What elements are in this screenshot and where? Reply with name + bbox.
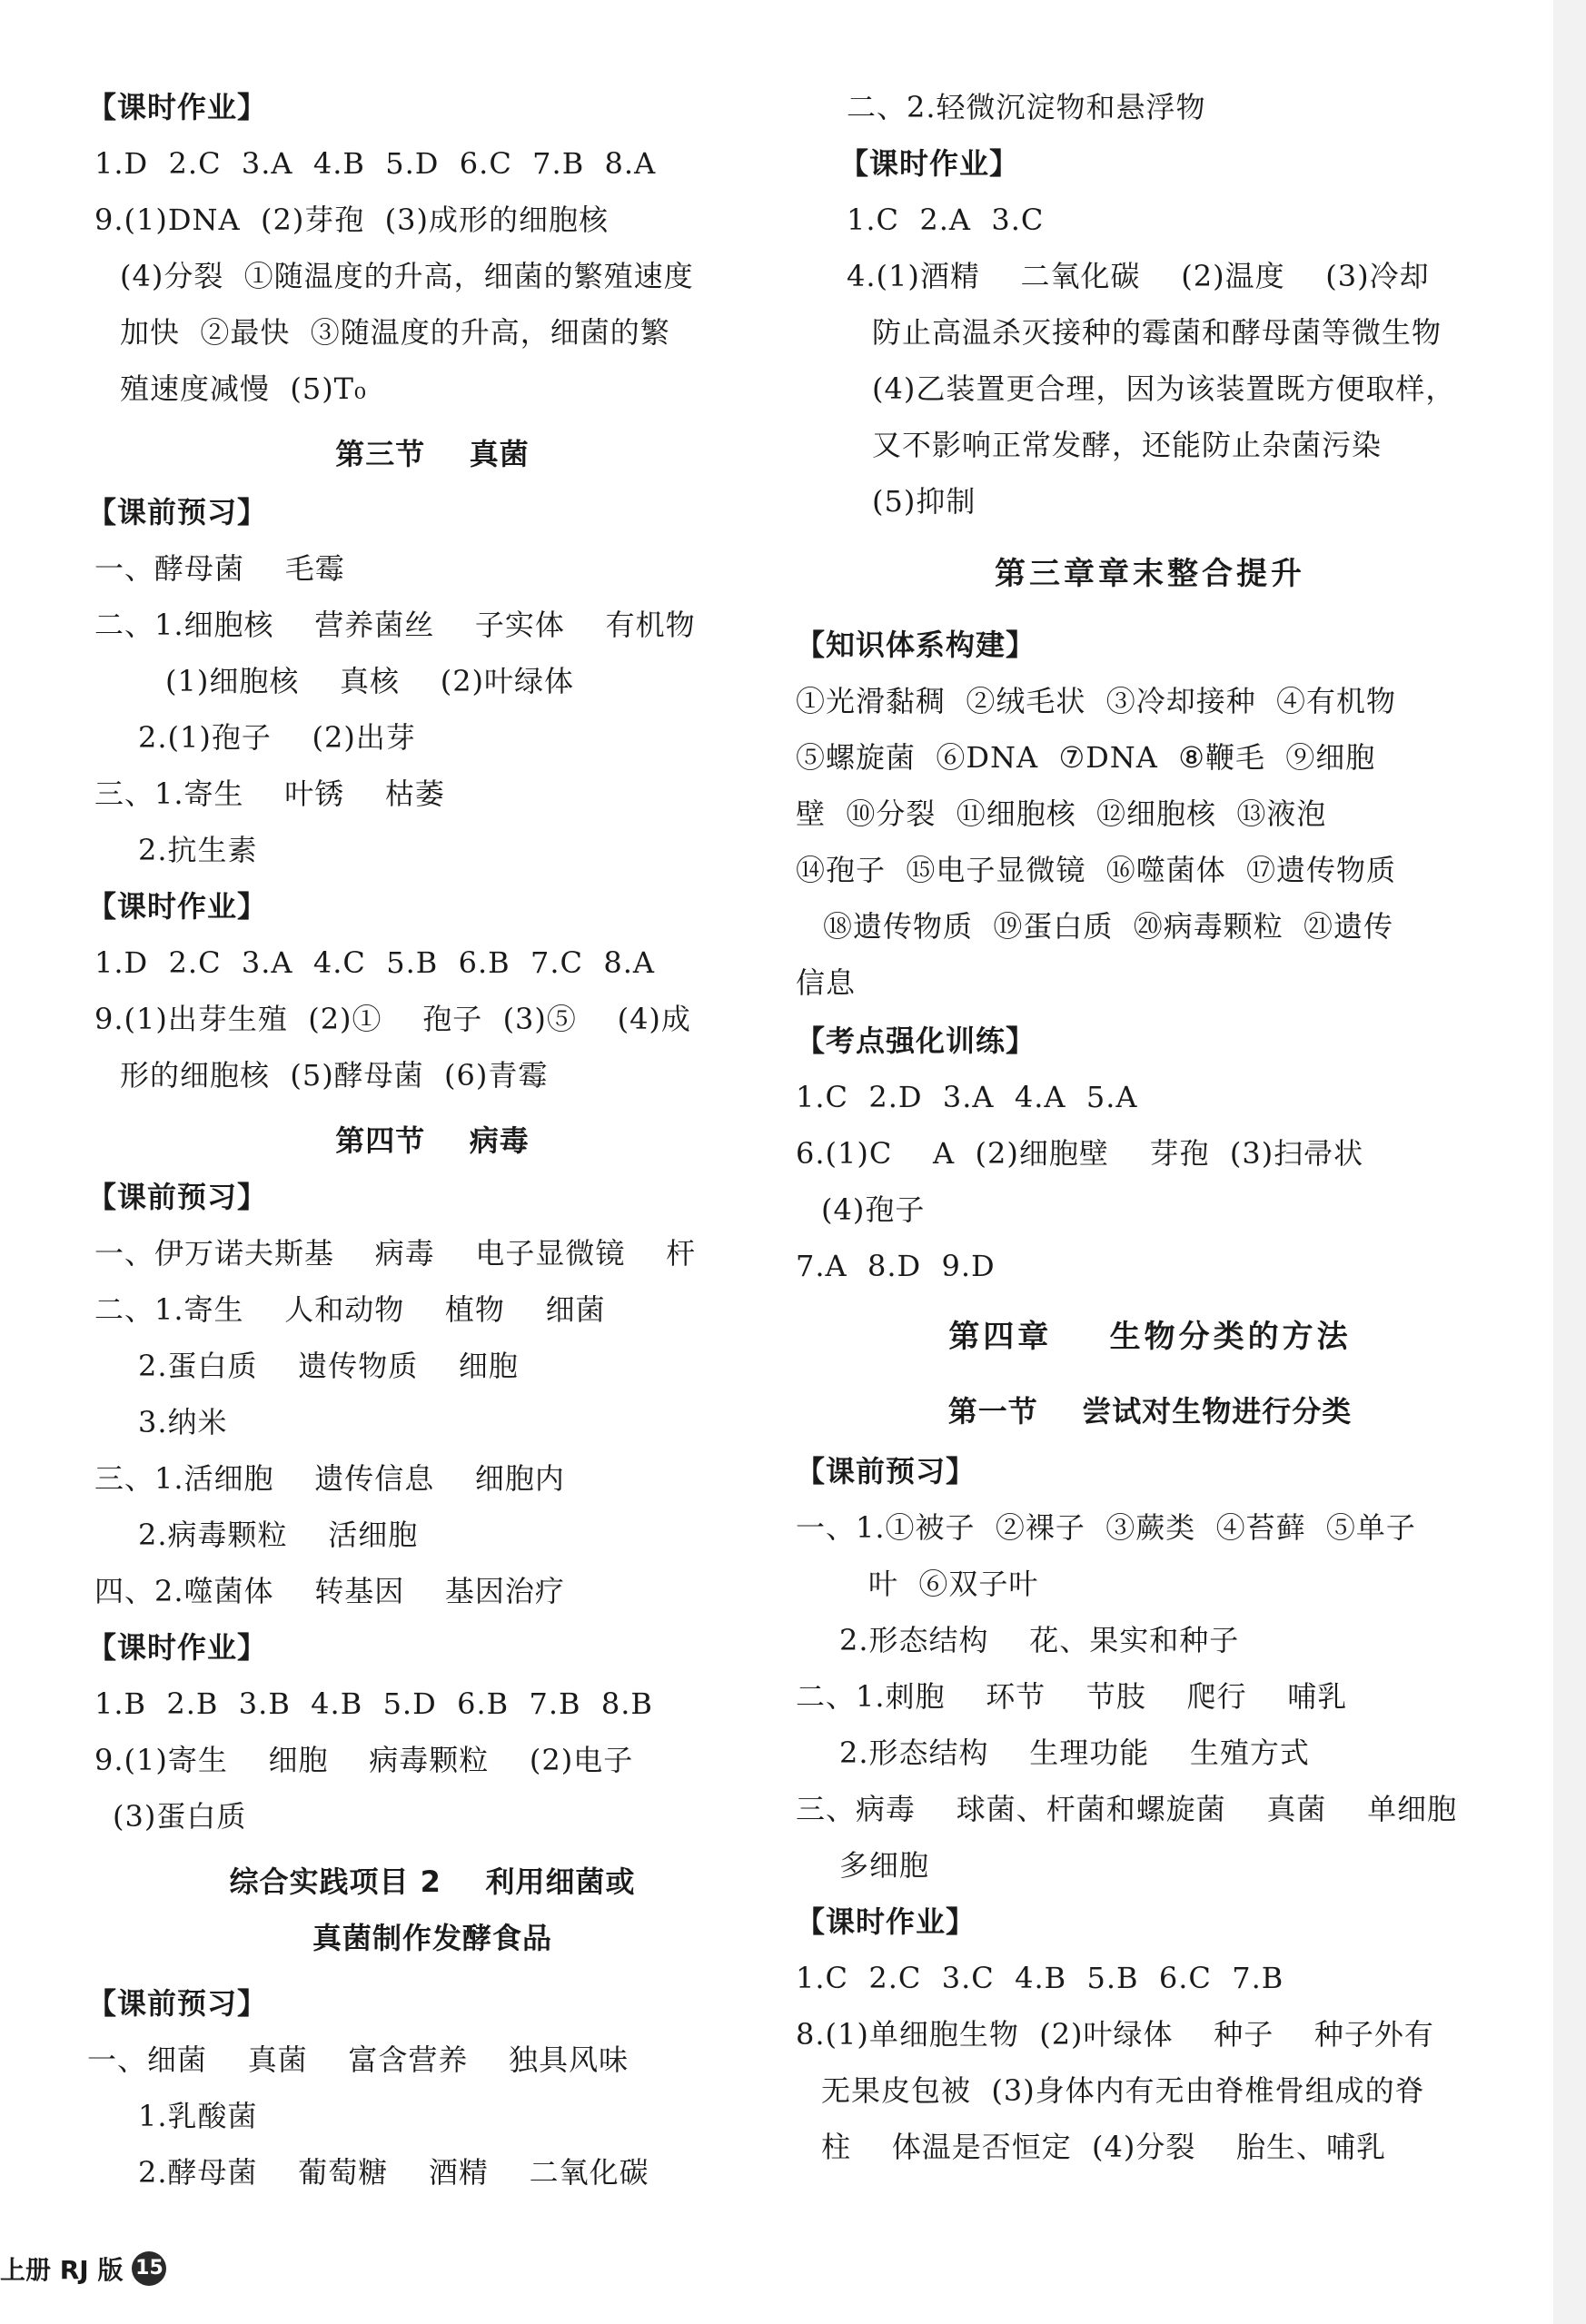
section-heading: 【课时作业】: [87, 1630, 268, 1665]
answer-line: 9.(1)寄生 细胞 病毒颗粒 (2)电子: [94, 1743, 634, 1777]
answer-line: 1.B 2.B 3.B 4.B 5.D 6.B 7.B 8.B: [94, 1686, 653, 1721]
section-heading: 【课前预习】: [796, 1454, 976, 1488]
answer-line: 三、1.活细胞 遗传信息 细胞内: [94, 1461, 565, 1496]
answer-line: 4.(1)酒精 二氧化碳 (2)温度 (3)冷却: [847, 259, 1430, 293]
answer-line: (1)细胞核 真核 (2)叶绿体: [165, 664, 575, 698]
answer-line: 2.蛋白质 遗传物质 细胞: [138, 1349, 519, 1383]
answer-line: 二、1.刺胞 环节 节肢 爬行 哺乳: [796, 1679, 1348, 1714]
answer-line: 无果皮包被 (3)身体内有无由脊椎骨组成的脊: [821, 2073, 1425, 2108]
answer-line: (5)抑制: [872, 484, 976, 519]
answer-line: (3)蛋白质: [113, 1799, 247, 1834]
answer-line: 1.C 2.C 3.C 4.B 5.B 6.C 7.B: [796, 1961, 1284, 1995]
section-title: 第四节 病毒: [335, 1123, 530, 1158]
page-number-badge: 15: [132, 2251, 166, 2286]
answer-line: 1.C 2.D 3.A 4.A 5.A: [796, 1080, 1138, 1114]
answer-line: 加快 ②最快 ③随温度的升高，细菌的繁: [120, 315, 670, 350]
answer-line: 1.C 2.A 3.C: [847, 203, 1045, 237]
section-heading: 【知识体系构建】: [796, 628, 1036, 662]
answer-line: (4)孢子: [821, 1192, 926, 1227]
answer-line: (4)乙装置更合理，因为该装置既方便取样，: [872, 371, 1456, 406]
answer-line: 一、细菌 真菌 富含营养 独具风味: [87, 2042, 629, 2077]
answer-line: 1.D 2.C 3.A 4.C 5.B 6.B 7.C 8.A: [94, 945, 656, 980]
answer-line: ⑭孢子 ⑮电子显微镜 ⑯噬菌体 ⑰遗传物质: [796, 853, 1397, 887]
answer-line: 二、1.寄生 人和动物 植物 细菌: [94, 1292, 606, 1327]
answer-line: 三、1.寄生 叶锈 枯萎: [94, 776, 445, 811]
answer-line: 一、伊万诺夫斯基 病毒 电子显微镜 杆: [94, 1236, 697, 1271]
answer-line: 2.(1)孢子 (2)出芽: [138, 720, 416, 755]
answer-line: ⑱遗传物质 ⑲蛋白质 ⑳病毒颗粒 ㉑遗传: [823, 909, 1394, 944]
answer-line: 又不影响正常发酵，还能防止杂菌污染: [872, 428, 1383, 462]
answer-line: 2.抗生素: [138, 833, 258, 867]
section-title: 真菌制作发酵食品: [312, 1921, 552, 1955]
answer-line: 多细胞: [839, 1848, 930, 1883]
section-title: 综合实践项目 2 利用细菌或: [229, 1864, 636, 1899]
answer-line: 信息: [796, 965, 857, 1000]
answer-line: 2.形态结构 花、果实和种子: [839, 1623, 1240, 1657]
section-heading: 【课时作业】: [87, 90, 268, 124]
answer-line: 2.病毒颗粒 活细胞: [138, 1518, 419, 1552]
section-heading: 【课时作业】: [839, 146, 1020, 181]
answer-line: 二、1.细胞核 营养菌丝 子实体 有机物: [94, 608, 696, 642]
answer-line: ①光滑黏稠 ②绒毛状 ③冷却接种 ④有机物: [796, 684, 1397, 718]
answer-line: 殖速度减慢 (5)T₀: [120, 371, 367, 406]
section-title: 第一节 尝试对生物进行分类: [947, 1394, 1353, 1429]
answer-line: 叶 ⑥双子叶: [868, 1567, 1039, 1601]
chapter-title: 第四章 生物分类的方法: [948, 1319, 1352, 1355]
answer-line: 柱 体温是否恒定 (4)分裂 胎生、哺乳: [821, 2130, 1387, 2164]
section-title: 第三节 真菌: [335, 437, 530, 471]
answer-line: 四、2.噬菌体 转基因 基因治疗: [94, 1574, 565, 1608]
page-edge: [1553, 0, 1586, 2324]
answer-line: 9.(1)出芽生殖 (2)① 孢子 (3)⑤ (4)成: [94, 1002, 691, 1036]
section-heading: 【课时作业】: [87, 889, 268, 924]
section-heading: 【课前预习】: [87, 1986, 268, 2021]
answer-line: (4)分裂 ①随温度的升高，细菌的繁殖速度: [120, 259, 694, 293]
answer-line: 3.纳米: [138, 1405, 228, 1439]
answer-line: 二、2.轻微沉淀物和悬浮物: [847, 90, 1206, 124]
answer-line: 壁 ⑩分裂 ⑪细胞核 ⑫细胞核 ⑬液泡: [796, 796, 1327, 831]
answer-line: 1.D 2.C 3.A 4.B 5.D 6.C 7.B 8.A: [94, 146, 657, 181]
answer-line: 6.(1)C A (2)细胞壁 芽孢 (3)扫帚状: [796, 1136, 1364, 1171]
answer-line: 一、酵母菌 毛霉: [94, 551, 345, 586]
answer-line: 8.(1)单细胞生物 (2)叶绿体 种子 种子外有: [796, 2017, 1434, 2052]
section-heading: 【课时作业】: [796, 1904, 976, 1939]
answer-line: 9.(1)DNA (2)芽孢 (3)成形的细胞核: [94, 203, 609, 237]
section-heading: 【课前预习】: [87, 1180, 268, 1214]
answer-line: 三、病毒 球菌、杆菌和螺旋菌 真菌 单细胞: [796, 1792, 1458, 1826]
answer-line: ⑤螺旋菌 ⑥DNA ⑦DNA ⑧鞭毛 ⑨细胞: [796, 740, 1376, 775]
edition-label: 上册 RJ 版: [0, 2255, 124, 2285]
answer-line: 防止高温杀灭接种的霉菌和酵母菌等微生物: [872, 315, 1442, 350]
section-heading: 【考点强化训练】: [796, 1024, 1036, 1058]
chapter-summary-title: 第三章章末整合提升: [995, 556, 1305, 592]
answer-line: 2.酵母菌 葡萄糖 酒精 二氧化碳: [138, 2155, 649, 2190]
answer-line: 7.A 8.D 9.D: [796, 1249, 996, 1283]
answer-line: 2.形态结构 生理功能 生殖方式: [839, 1736, 1310, 1770]
answer-line: 一、1.①被子 ②裸子 ③蕨类 ④苔藓 ⑤单子: [796, 1510, 1416, 1545]
answer-line: 1.乳酸菌: [138, 2099, 258, 2133]
answer-line: 形的细胞核 (5)酵母菌 (6)青霉: [120, 1058, 549, 1093]
section-heading: 【课前预习】: [87, 495, 268, 529]
page-footer: [0, 2250, 166, 2287]
